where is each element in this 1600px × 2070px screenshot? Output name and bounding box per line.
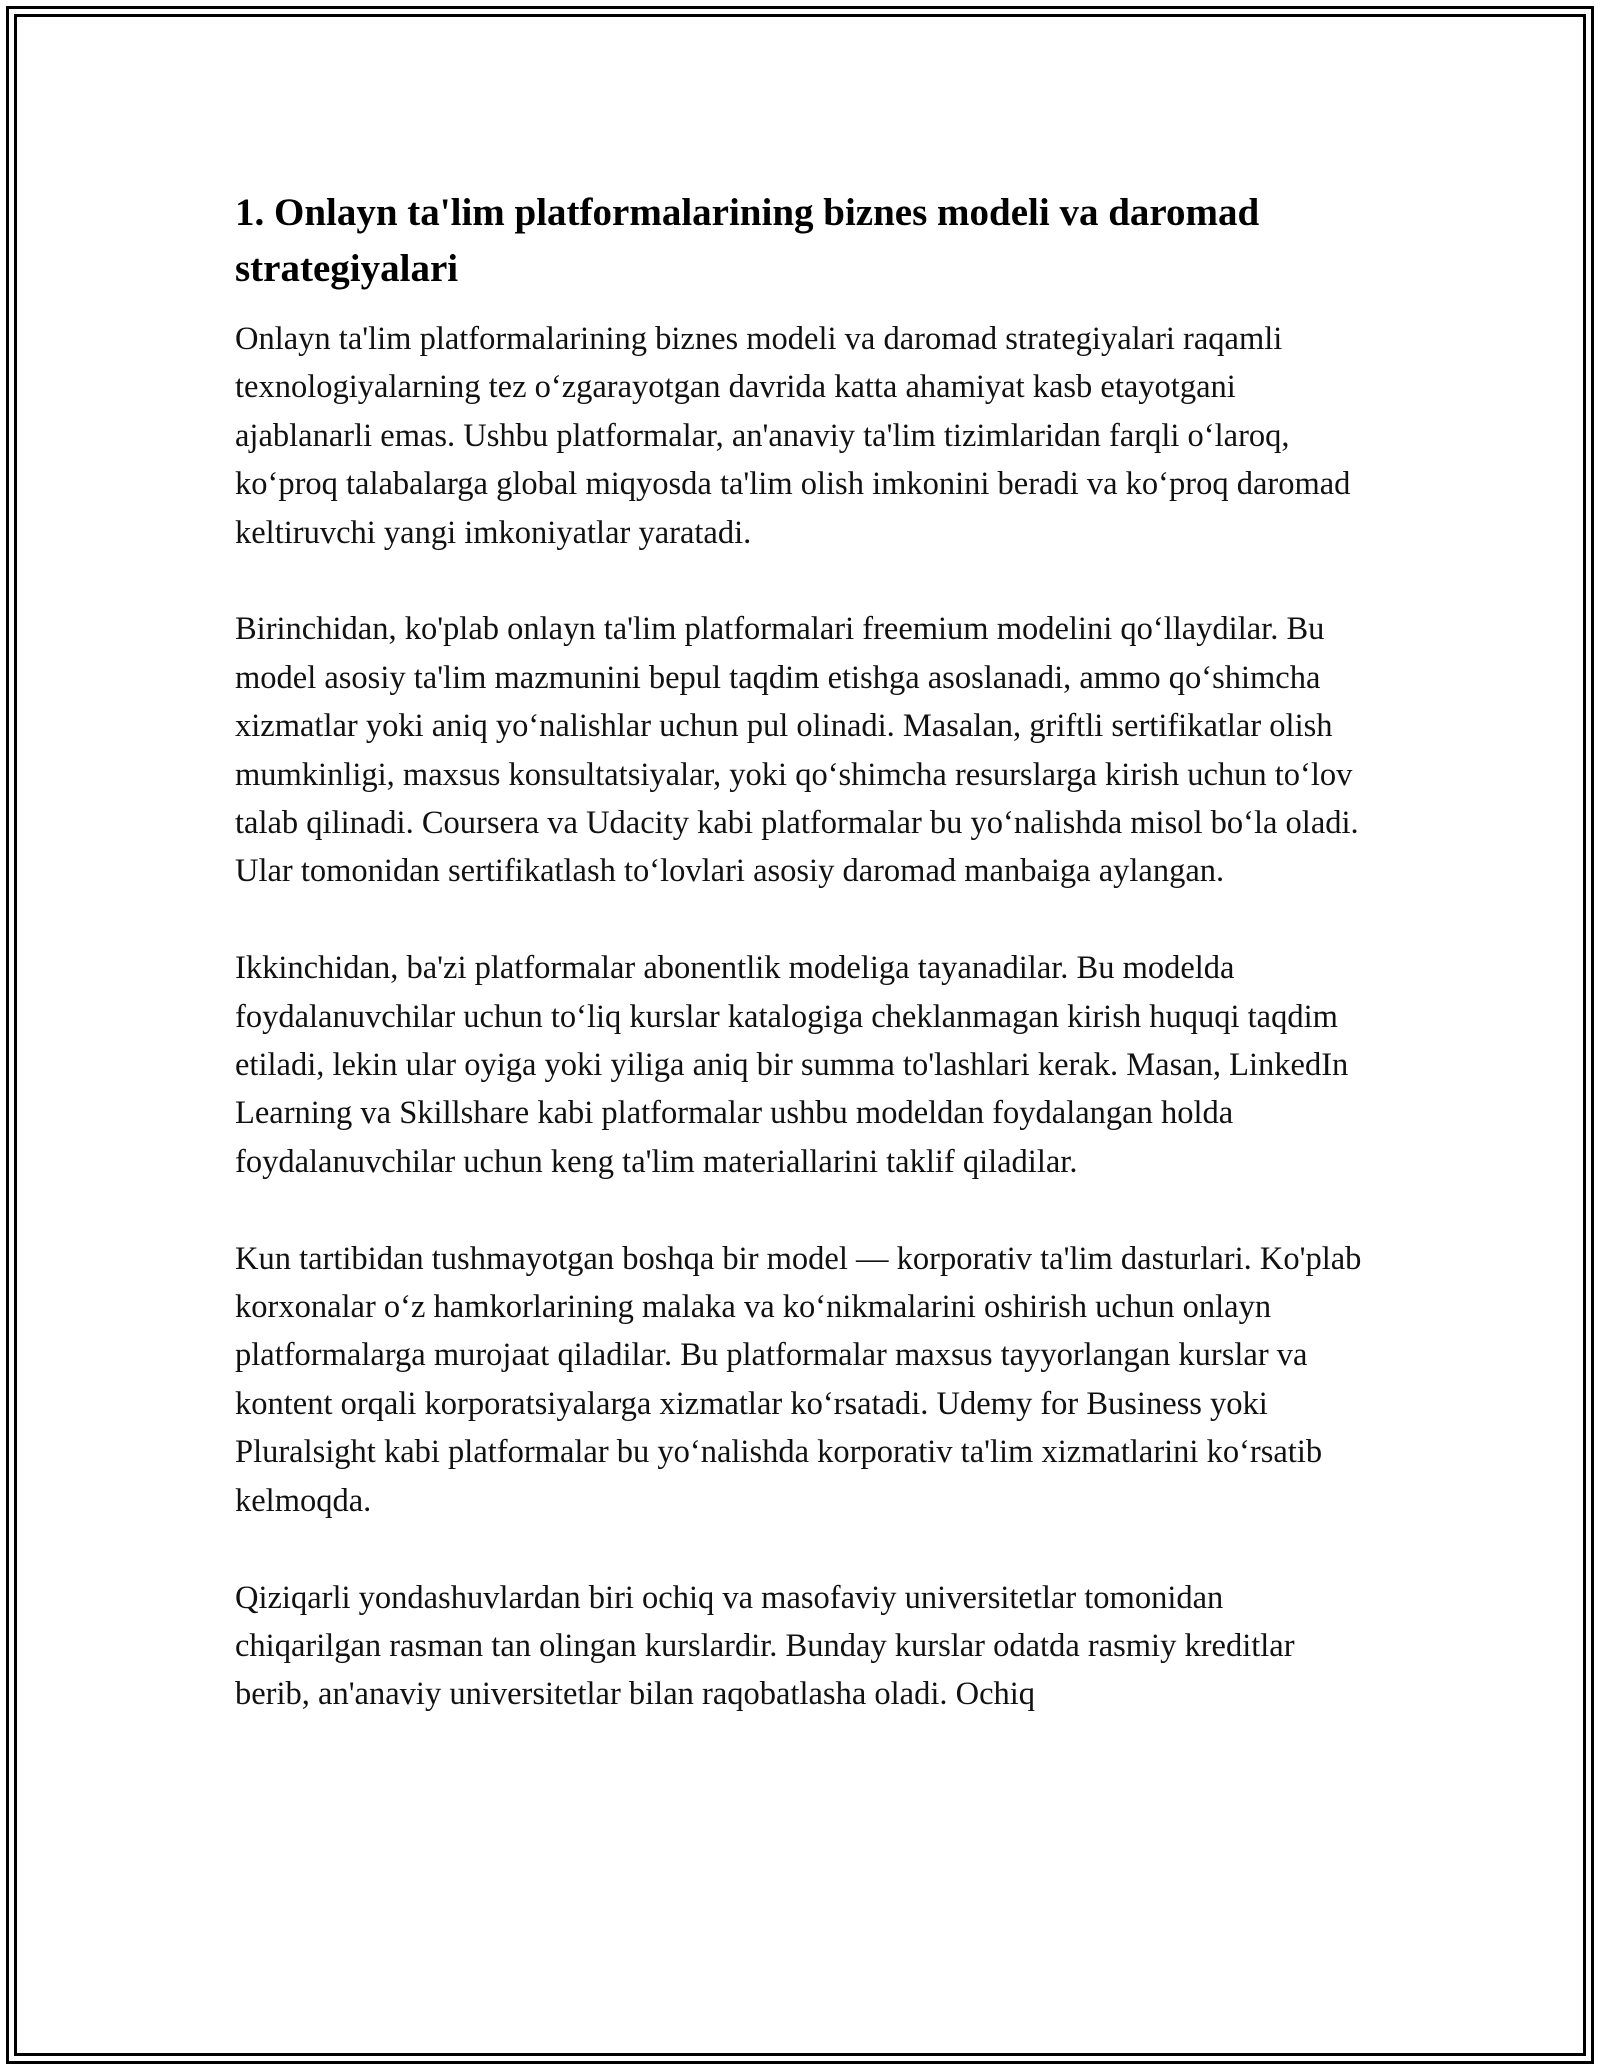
paragraph-intro: Onlayn ta'lim platformalarining biznes modeli va daromad strategiyalari raqamli texnologiyalarning tez o‘zgarayotgan davrida katta ahamiyat kasb etayotgani ajablanarli emas. Ushbu platformalar, an'anaviy ta'lim tizimlaridan farqli o‘laroq, ko‘proq talabalarga global miqyosda ta'lim olish imkonini beradi va ko‘proq daromad keltiruvchi yangi imkoniyatlar yaratadi.: [235, 321, 1351, 551]
document-body: [235, 185, 1375, 1767]
paragraph-subscription: Ikkinchidan, ba'zi platformalar abonentlik modeliga tayanadilar. Bu modelda foydalanuvchilar uchun to‘liq kurslar katalogiga cheklanmagan kirish huquqi taqdim etiladi, lekin ular oyiga yoki yiliga aniq bir summa to'lashlari kerak. Masan, LinkedIn Learning va Skillshare kabi platformalar ushbu modeldan foydalangan holda foydalanuvchilar uchun keng ta'lim materiallarini taklif qiladilar.: [235, 950, 1349, 1180]
paragraph-open-universities: Qiziqarli yondashuvlardan biri ochiq va masofaviy universitetlar tomonidan chiqarilgan rasman tan olingan kurslardir. Bunday kurslar odatda rasmiy kreditlar berib, an'anaviy universitetlar bilan raqobatlasha oladi. Ochiq: [235, 1579, 1295, 1713]
paragraph-corporate: Kun tartibidan tushmayotgan boshqa bir model — korporativ ta'lim dasturlari. Ko'plab korxonalar o‘z hamkorlarining malaka va ko‘nikmalarini oshirish uchun onlayn platformalarga murojaat qiladilar. Bu platformalar maxsus tayyorlangan kurslar va kontent orqali korporatsiyalarga xizmatlar ko‘rsatadi. Udemy for Business yoki Pluralsight kabi platformalar bu yo‘nalishda korporativ ta'lim xizmatlarini ko‘rsatib kelmoqda.: [235, 1240, 1362, 1519]
section-heading: 1. Onlayn ta'lim platformalarining biznes modeli va daromad strategiyalari: [235, 191, 1260, 290]
paragraph-freemium: Birinchidan, ko'plab onlayn ta'lim platformalari freemium modelini qo‘llaydilar. Bu model asosiy ta'lim mazmunini bepul taqdim etishga asoslanadi, ammo qo‘shimcha xizmatlar yoki aniq yo‘nalishlar uchun pul olinadi. Masalan, griftli sertifikatlar olish mumkinligi, maxsus konsultatsiyalar, yoki qo‘shimcha resurslarga kirish uchun to‘lov talab qilinadi. Coursera va Udacity kabi platformalar bu yo‘nalishda misol bo‘la oladi. Ular tomonidan sertifikatlash to‘lovlari asosiy daromad manbaiga aylangan.: [235, 611, 1359, 890]
